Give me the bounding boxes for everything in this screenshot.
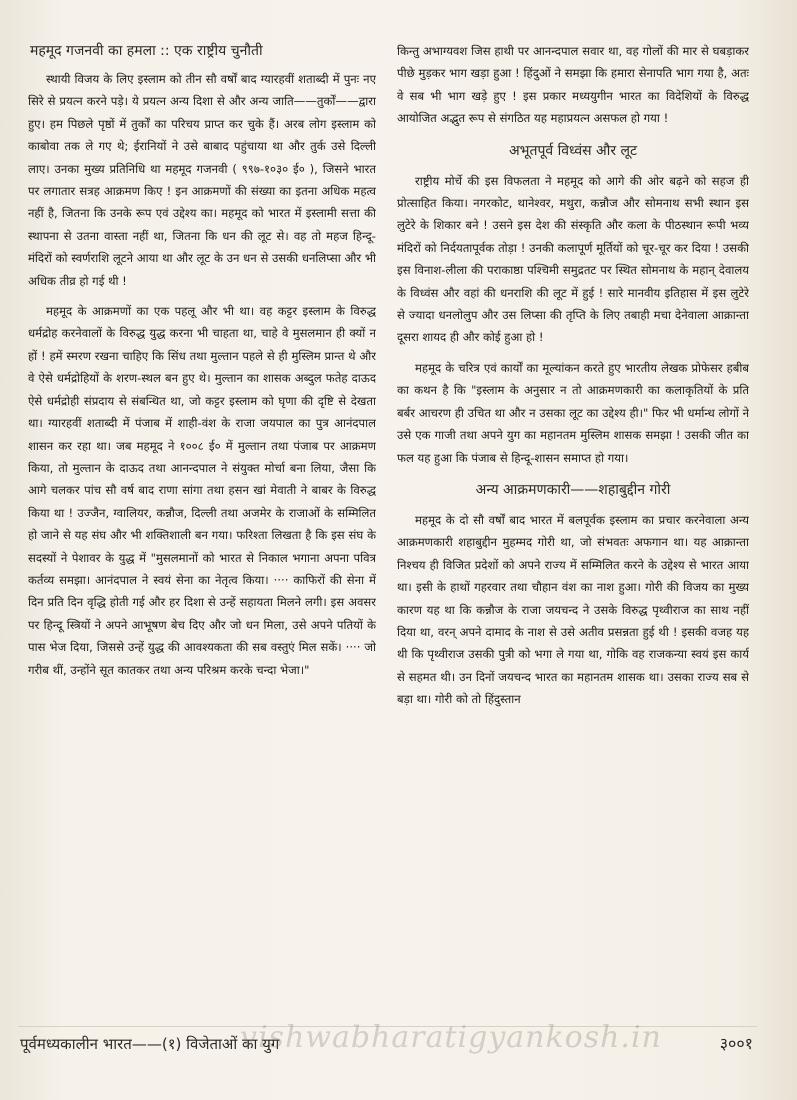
section-heading-mahmud: महमूद गजनवी का हमला :: एक राष्ट्रीय चुनौती	[30, 43, 263, 59]
page-number: ३००१	[719, 1034, 753, 1053]
left-column	[28, 40, 376, 1020]
watermark: vishwabharatigyankosh.in	[240, 1020, 662, 1055]
series-title: पूर्वमध्यकालीन भारत——(१) विजेताओं का युग	[20, 1035, 280, 1053]
paragraph: स्थायी विजय के लिए इस्लाम को तीन सौ वर्षों बाद ग्यारहवीं शताब्दी में पुनः नए सिरे से प्रयत्न करने पड़े। ये प्रयत्न अन्य दिशा से और अन्य जाति——तुर्कों——द्वारा हुए। हम पिछले पृष्ठों में तुर्कों का परिचय प्राप्त कर चुके हैं। अरब लोग इस्लाम को काबोवा तक ले गए थे; ईरानियों ने उसे बाबाद पहुंचाया था और तुर्क उसे दिल्ली लाए। उनका मुख्य प्रतिनिधि था महमूद गजनवी ( ९९७-१०३० ई० ), जिसने भारत पर लगातार सत्रह आक्रमण किए ! इन आक्रमणों की संख्या का इतना अधिक महत्व नहीं है, जितना कि उनके रूप एवं उद्देश्य का। महमूद को भारत में इस्लामी सत्ता की स्थापना से उतना वास्ता नहीं था, जितना कि धन की लूट से। वह तो महज हिन्दू-मंदिरों को स्वर्णराशि लूटने आया था और लूट के उन धन से उसकी धनलिप्सा और भी अधिक तीव्र हो गई थी !	[28, 72, 376, 288]
right-column	[397, 40, 749, 1020]
paragraph: महमूद के चरित्र एवं कार्यों का मूल्यांकन करते हुए भारतीय लेखक प्रोफेसर हबीब का कथन है कि "इस्लाम के अनुसार न तो आक्रमणकारी का कलाकृतियों के प्रति बर्बर आचरण ही उचित था और न उसका लूट का उद्देश्य ही।" फिर भी धर्मान्ध लोगों ने उसे एक गाजी तथा अपने युग का महानतम मुस्लिम शासक समझा ! उसकी जीत का फल यह हुआ कि पंजाब से हिन्दू-शासन समाप्त हो गया।	[397, 360, 749, 465]
paragraph: महमूद के दो सौ वर्षों बाद भारत में बलपूर्वक इस्लाम का प्रचार करनेवाला अन्य आक्रमणकारी शहाबुद्दीन मुहम्मद गोरी था, जो संभवतः अफगान था। यह आक्रान्ता निश्चय ही विजित प्रदेशों को अपने राज्य में सम्मिलित करने के उद्देश्य से भारत आया था। इसी के हाथों गहरवार तथा चौहान वंश का नाश हुआ। गोरी की विजय का मुख्य कारण यह था कि कन्नौज के राजा जयचन्द ने उसके विरुद्ध पृथ्वीराज का साथ नहीं दिया था, वरन् अपने दामाद के नाश से उसे अतीव प्रसन्नता हुई थी ! इसकी वजह यह थी कि पृथ्वीराज उसकी पुत्री को भगा ले गया था, गोकि वह राजकन्या स्वयं इस कार्य से सहमत थी। उन दिनों जयचन्द भारत का महानतम शासक था। उसका राज्य सब से बड़ा था। गोरी को तो हिंदुस्तान	[397, 512, 749, 707]
section-heading-ghori: अन्य आक्रमणकारी——शहाबुद्दीन गोरी	[475, 481, 671, 498]
page-footer	[20, 1020, 753, 1058]
section-heading-destruction: अभूतपूर्व विध्वंस और लूट	[508, 142, 638, 159]
paragraph: राष्ट्रीय मोर्चे की इस विफलता ने महमूद को आगे की ओर बढ़ने को सहज ही प्रोत्साहित किया। नगरकोट, थानेश्वर, मथुरा, कन्नौज और सोमनाथ सभी स्थान इस लुटेरे के शिकार बने ! उसने इस देश की संस्कृति और कला के पीठस्थान रूपी भव्य मंदिरों को निर्दयतापूर्वक तोड़ा ! उनकी कलापूर्ण मूर्तियों को चूर-चूर कर दिया ! उसकी इस विनाश-लीला की पराकाष्ठा पश्चिमी समुद्रतट पर स्थित सोमनाथ के महान् देवालय के विध्वंस और वहां की धनराशि की लूट में हुई ! सारे मानवीय इतिहास में इस लुटेरे से ज्यादा धनलोलुप और उस लिप्सा की तृप्ति के लिए तबाही मचा देनेवाला आक्रान्ता दूसरा शायद ही और कोई हुआ हो !	[397, 173, 749, 345]
paragraph: किन्तु अभाग्यवश जिस हाथी पर आनन्दपाल सवार था, वह गोलों की मार से घबड़ाकर पीछे मुड़कर भाग खड़ा हुआ ! हिंदुओं ने समझा कि हमारा सेनापति भाग गया है, अतः वे सब भी भाग खड़े हुए ! इस प्रकार मध्ययुगीन भारत का विदेशियों के विरुद्ध आयोजित अद्भुत रूप से संगठित यह महाप्रयत्न असफल हो गया !	[397, 44, 749, 126]
paragraph: महमूद के आक्रमणों का एक पहलू और भी था। वह कट्टर इस्लाम के विरुद्ध धर्मद्रोह करनेवालों के विरुद्ध युद्ध करना भी चाहता था, चाहे वे मुसलमान ही क्यों न हों ! हमें स्मरण रखना चाहिए कि सिंध तथा मुल्तान पहले से ही मुस्लिम प्रान्त थे और वे ऐसे धर्मद्रोहियों के शरण-स्थल बन हुए थे। मुल्तान का शासक अब्दुल फतेह दाऊद ऐसे धर्मद्रोही संप्रदाय से संबन्धित था, जो कट्टर इस्लाम को घृणा की दृष्टि से देखता था। ग्यारहवीं शताब्दी में पंजाब में शाही-वंश के राजा जयपाल का पुत्र आनंदपाल शासन कर रहा था। जब महमूद ने १००८ ई० में मुल्तान तथा पंजाब पर आक्रमण किया, तो मुल्तान के दाऊद तथा आनन्दपाल ने संयुक्त मोर्चा बना लिया, जैसा कि आगे चलकर पांच सौ वर्ष बाद राणा सांगा तथा हसन खां मेवाती ने बाबर के विरुद्ध किया था ! उज्जैन, ग्वालियर, कन्नौज, दिल्ली तथा अजमेर के राजाओं के सम्मिलित हो जाने से यह संघ और भी शक्तिशाली बन गया। फरिश्ता लिखता है कि इस संघ के सदस्यों ने पेशावर के युद्ध में "मुसलमानों को भारत से निकाल भगाना अपना पवित्र कर्तव्य समझा। आनंदपाल ने स्वयं सेना का नेतृत्व किया। ···· काफिरों की सेना में दिन प्रति दिन वृद्धि होती गई और हर दिशा से उन्हें सहायता मिलने लगी। इस अवसर पर हिन्दू स्त्रियों ने अपने आभूषण बेच दिए और जो धन मिला, उसे अपने पतियों के पास भेज दिया, जिससे उन्हें युद्ध की आवश्यकता की सब वस्तुएं मिल सकें। ···· जो गरीब थीं, उन्होंने सूत कातकर तथा अन्य परिश्रम करके चन्दा भेजा।"	[28, 304, 376, 677]
